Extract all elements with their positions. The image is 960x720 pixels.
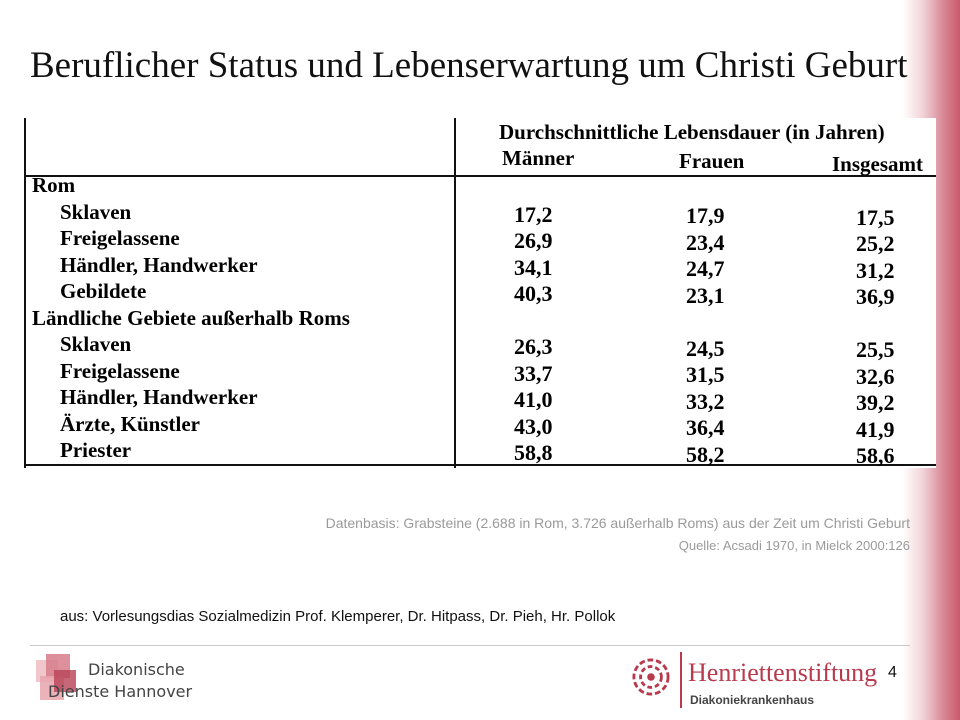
slide-title: Beruflicher Status und Lebenserwartung um Christi Geburt <box>30 45 908 86</box>
table-column-divider <box>454 118 456 468</box>
table-cell-value: 25,2 <box>856 231 895 256</box>
logo-separator <box>680 652 682 708</box>
table-cell-value: 25,5 <box>856 337 895 362</box>
table-row-label: Priester <box>60 438 132 462</box>
table-row-label: Freigelassene <box>60 358 180 383</box>
table-cell-value: 58,8 <box>514 440 553 465</box>
table-cell-value: 39,2 <box>856 390 895 415</box>
source-note: Quelle: Acsadi 1970, in Mielck 2000:126 <box>678 538 910 553</box>
henriettenstiftung-mark-icon <box>632 658 670 696</box>
column-header-insgesamt: Insgesamt <box>832 152 924 176</box>
table-cell-value: 40,3 <box>514 281 553 306</box>
logo-right-name: Henriettenstiftung <box>688 658 878 687</box>
table-group-label: Ländliche Gebiete außerhalb Roms <box>32 305 350 330</box>
table-cell-value: 17,2 <box>514 201 553 227</box>
table-cell-value: 33,7 <box>514 360 553 386</box>
table-border-left <box>24 118 26 468</box>
table-cell-value: 36,4 <box>686 415 725 440</box>
column-header-frauen: Frauen <box>679 149 745 173</box>
table-cell-value: 31,2 <box>856 257 895 283</box>
table-cell-value: 24,7 <box>686 256 725 281</box>
page-number: 4 <box>888 664 897 681</box>
table-cell-value: 23,4 <box>686 229 725 255</box>
table-row-label: Freigelassene <box>60 226 180 250</box>
logo-left-line2: Dienste Hannover <box>48 682 193 701</box>
table-cell-value: 32,6 <box>856 363 895 389</box>
table-header-divider <box>24 175 936 177</box>
table-cell-value: 43,0 <box>514 413 553 439</box>
credit-line: aus: Vorlesungsdias Sozialmedizin Prof. Klemperer, Dr. Hitpass, Dr. Pieh, Hr. Pollok <box>60 608 616 625</box>
table-row-label: Ärzte, Künstler <box>60 411 200 436</box>
table-group-label: Rom <box>32 173 76 197</box>
table-cell-value: 58,6 <box>856 443 895 468</box>
table-row-label: Gebildete <box>60 279 147 303</box>
table-cell-value: 17,5 <box>856 204 895 230</box>
table-cell-value: 26,3 <box>514 334 553 359</box>
diakonische-dienste-logo <box>36 654 206 710</box>
table-header-main: Durchschnittliche Lebensdauer (in Jahren) <box>499 120 885 144</box>
table-cell-value: 24,5 <box>686 335 725 361</box>
table-row-label: Sklaven <box>60 332 132 356</box>
data-basis-note: Datenbasis: Grabsteine (2.688 in Rom, 3.726 außerhalb Roms) aus der Zeit um Christi Geburt <box>325 515 910 531</box>
table-cell-value: 58,2 <box>686 441 725 467</box>
henriettenstiftung-logo <box>632 652 882 712</box>
column-header-maenner: Männer <box>502 146 575 170</box>
footer-divider <box>30 645 910 646</box>
logo-right-subtitle: Diakoniekrankenhaus <box>690 693 815 707</box>
table-row-label: Sklaven <box>60 199 132 224</box>
life-expectancy-table <box>24 118 936 468</box>
logo-left-line1: Diakonische <box>88 660 185 679</box>
table-cell-value: 31,5 <box>686 362 725 387</box>
table-row-label: Händler, Handwerker <box>60 385 258 409</box>
table-cell-value: 41,9 <box>856 416 895 442</box>
table-row-label: Händler, Handwerker <box>60 252 258 277</box>
table-cell-value: 33,2 <box>686 388 725 414</box>
table-cell-value: 41,0 <box>514 387 553 412</box>
table-cell-value: 34,1 <box>514 254 553 280</box>
table-cell-value: 36,9 <box>856 284 895 309</box>
table-border-bottom <box>24 464 936 466</box>
table-cell-value: 26,9 <box>514 228 553 253</box>
table-cell-value: 23,1 <box>686 282 725 308</box>
table-cell-value: 17,9 <box>686 203 725 228</box>
